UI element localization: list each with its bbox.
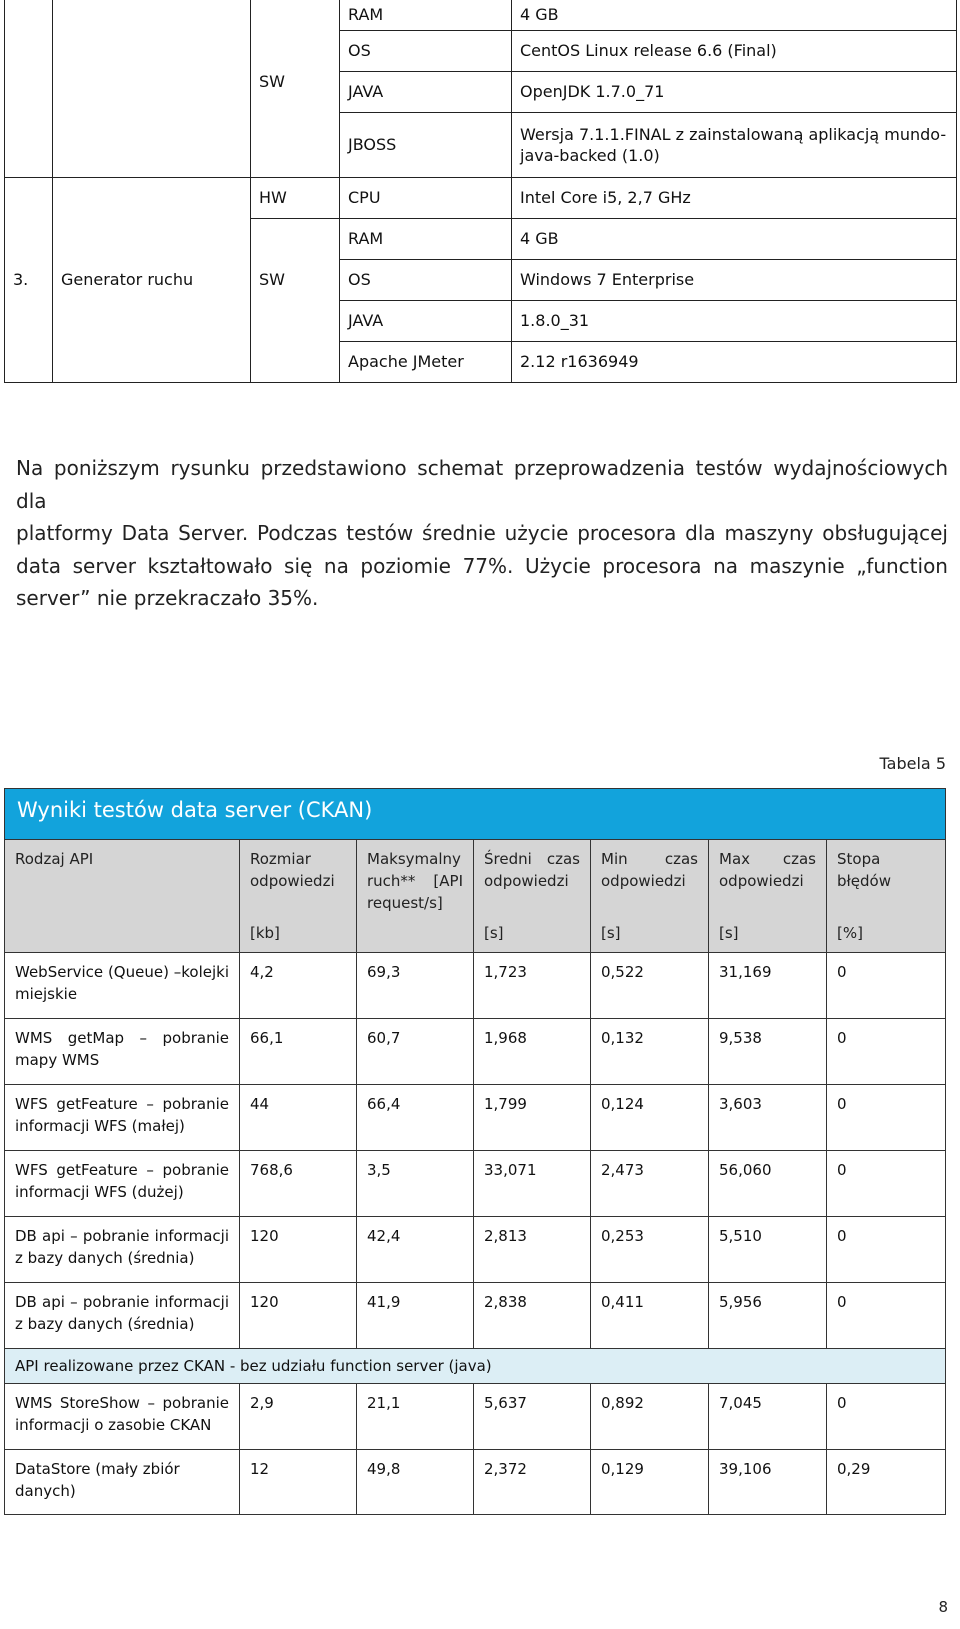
min-time-cell: 2,473	[591, 1151, 709, 1217]
spec-group-cell	[251, 30, 340, 71]
table-row	[5, 1450, 946, 1515]
spec-group-cell	[251, 218, 340, 259]
min-time-cell: 0,522	[591, 953, 709, 1019]
api-name-cell: WFS getFeature – pobranie informacji WFS (dużej)	[5, 1151, 240, 1217]
column-header	[591, 840, 709, 953]
spec-group-cell	[251, 0, 340, 30]
avg-time-cell: 5,637	[474, 1384, 591, 1450]
max-traffic-cell: 21,1	[357, 1384, 474, 1450]
size-cell: 12	[240, 1450, 357, 1515]
hardware-spec-table	[4, 0, 957, 383]
column-header-label: Średni czas odpowiedzi	[484, 850, 580, 890]
spec-value-cell: 2.12 r1636949	[512, 341, 957, 382]
column-header	[827, 840, 946, 953]
results-table	[4, 788, 946, 1515]
spec-value-cell: 4 GB	[512, 218, 957, 259]
column-header-unit: [%]	[837, 924, 863, 942]
max-time-cell: 9,538	[709, 1019, 827, 1085]
table-row	[5, 1217, 946, 1283]
column-header-label: Rodzaj API	[15, 850, 94, 868]
spec-value-cell: Wersja 7.1.1.FINAL z zainstalowaną aplikacją mundo-java-backed (1.0)	[512, 112, 957, 177]
spec-value-cell: OpenJDK 1.7.0_71	[512, 71, 957, 112]
results-table-title: Wyniki testów data server (CKAN)	[5, 789, 946, 840]
api-name-cell: WMS getMap – pobranie mapy WMS	[5, 1019, 240, 1085]
spec-item-name: Generator ruchu	[53, 177, 251, 382]
spec-value-cell: CentOS Linux release 6.6 (Final)	[512, 30, 957, 71]
paragraph-line: platformy Data Server. Podczas testów średnie użycie procesora dla maszyny obsługującej	[16, 521, 948, 546]
spec-item-cell	[53, 0, 251, 30]
size-cell: 2,9	[240, 1384, 357, 1450]
column-header-unit: [kb]	[250, 924, 280, 942]
table-row	[5, 1151, 946, 1217]
column-header	[709, 840, 827, 953]
max-time-cell: 7,045	[709, 1384, 827, 1450]
column-header-label: Rozmiar odpowiedzi	[250, 850, 335, 890]
max-traffic-cell: 66,4	[357, 1085, 474, 1151]
min-time-cell: 0,132	[591, 1019, 709, 1085]
spec-group-label: SW	[251, 259, 340, 300]
avg-time-cell: 1,723	[474, 953, 591, 1019]
spec-value-cell: 4 GB	[512, 0, 957, 30]
spec-value-cell: 1.8.0_31	[512, 300, 957, 341]
avg-time-cell: 1,799	[474, 1085, 591, 1151]
column-header-unit: [s]	[484, 924, 504, 942]
table-row	[5, 1384, 946, 1450]
section-label: API realizowane przez CKAN - bez udziału function server (java)	[5, 1349, 946, 1384]
column-header-label: Max czas odpowiedzi	[719, 850, 816, 890]
spec-group-label: SW	[251, 71, 340, 112]
spec-sub-cell: CPU	[340, 177, 512, 218]
spec-group-cell	[251, 112, 340, 177]
error-rate-cell: 0	[827, 1019, 946, 1085]
table-row	[5, 1085, 946, 1151]
error-rate-cell: 0	[827, 1217, 946, 1283]
spec-value-cell: Intel Core i5, 2,7 GHz	[512, 177, 957, 218]
avg-time-cell: 2,838	[474, 1283, 591, 1349]
column-header	[474, 840, 591, 953]
api-name-cell: DB api – pobranie informacji z bazy danych (średnia)	[5, 1217, 240, 1283]
error-rate-cell: 0	[827, 1384, 946, 1450]
max-time-cell: 5,956	[709, 1283, 827, 1349]
max-traffic-cell: 49,8	[357, 1450, 474, 1515]
api-name-cell: WFS getFeature – pobranie informacji WFS (małej)	[5, 1085, 240, 1151]
description-paragraph	[16, 452, 948, 615]
table-row	[5, 953, 946, 1019]
column-header-label: Stopa błędów	[837, 850, 891, 890]
spec-number-cell	[5, 0, 53, 30]
spec-number-cell	[5, 30, 53, 71]
min-time-cell: 0,892	[591, 1384, 709, 1450]
column-header	[5, 840, 240, 953]
error-rate-cell: 0	[827, 1085, 946, 1151]
column-header-unit: [s]	[719, 924, 739, 942]
paragraph-line: server” nie przekraczało 35%.	[16, 586, 319, 611]
column-header	[240, 840, 357, 953]
size-cell: 120	[240, 1217, 357, 1283]
error-rate-cell: 0,29	[827, 1450, 946, 1515]
column-header	[357, 840, 474, 953]
spec-number-cell	[5, 112, 53, 177]
avg-time-cell: 1,968	[474, 1019, 591, 1085]
size-cell: 66,1	[240, 1019, 357, 1085]
min-time-cell: 0,411	[591, 1283, 709, 1349]
spec-item-cell	[53, 112, 251, 177]
spec-sub-cell: JAVA	[340, 71, 512, 112]
page-number: 8	[938, 1598, 948, 1616]
max-time-cell: 39,106	[709, 1450, 827, 1515]
spec-group-label: HW	[251, 177, 340, 218]
max-time-cell: 3,603	[709, 1085, 827, 1151]
paragraph-line: Na poniższym rysunku przedstawiono schemat przeprowadzenia testów wydajnościowych dla	[16, 456, 948, 513]
table-caption: Tabela 5	[879, 754, 946, 773]
spec-value-cell: Windows 7 Enterprise	[512, 259, 957, 300]
column-header-label: Maksymalny ruch** [API request/s]	[367, 850, 463, 912]
spec-item-cell	[53, 71, 251, 112]
max-traffic-cell: 41,9	[357, 1283, 474, 1349]
max-traffic-cell: 3,5	[357, 1151, 474, 1217]
spec-group-cell	[251, 300, 340, 341]
min-time-cell: 0,129	[591, 1450, 709, 1515]
avg-time-cell: 2,372	[474, 1450, 591, 1515]
spec-sub-cell: OS	[340, 30, 512, 71]
api-name-cell: DataStore (mały zbiór danych)	[5, 1450, 240, 1515]
spec-item-number: 3.	[5, 177, 53, 382]
column-header-label: Min czas odpowiedzi	[601, 850, 698, 890]
api-name-cell: WebService (Queue) –kolejki miejskie	[5, 953, 240, 1019]
spec-sub-cell: Apache JMeter	[340, 341, 512, 382]
spec-sub-cell: JBOSS	[340, 112, 512, 177]
error-rate-cell: 0	[827, 1151, 946, 1217]
max-traffic-cell: 42,4	[357, 1217, 474, 1283]
max-time-cell: 56,060	[709, 1151, 827, 1217]
results-header-row	[5, 840, 946, 953]
size-cell: 768,6	[240, 1151, 357, 1217]
avg-time-cell: 2,813	[474, 1217, 591, 1283]
spec-sub-cell: RAM	[340, 218, 512, 259]
spec-number-cell	[5, 71, 53, 112]
error-rate-cell: 0	[827, 1283, 946, 1349]
table-row	[5, 1019, 946, 1085]
table-row	[5, 1283, 946, 1349]
column-header-unit: [s]	[601, 924, 621, 942]
max-traffic-cell: 60,7	[357, 1019, 474, 1085]
paragraph-line: data server kształtowało się na poziomie 77%. Użycie procesora na maszynie „function	[16, 553, 948, 578]
size-cell: 120	[240, 1283, 357, 1349]
min-time-cell: 0,124	[591, 1085, 709, 1151]
spec-sub-cell: RAM	[340, 0, 512, 30]
error-rate-cell: 0	[827, 953, 946, 1019]
avg-time-cell: 33,071	[474, 1151, 591, 1217]
spec-item-cell	[53, 30, 251, 71]
spec-sub-cell: OS	[340, 259, 512, 300]
size-cell: 4,2	[240, 953, 357, 1019]
api-name-cell: WMS StoreShow – pobranie informacji o zasobie CKAN	[5, 1384, 240, 1450]
max-traffic-cell: 69,3	[357, 953, 474, 1019]
min-time-cell: 0,253	[591, 1217, 709, 1283]
max-time-cell: 31,169	[709, 953, 827, 1019]
api-name-cell: DB api – pobranie informacji z bazy danych (średnia)	[5, 1283, 240, 1349]
spec-group-cell	[251, 341, 340, 382]
size-cell: 44	[240, 1085, 357, 1151]
spec-sub-cell: JAVA	[340, 300, 512, 341]
max-time-cell: 5,510	[709, 1217, 827, 1283]
